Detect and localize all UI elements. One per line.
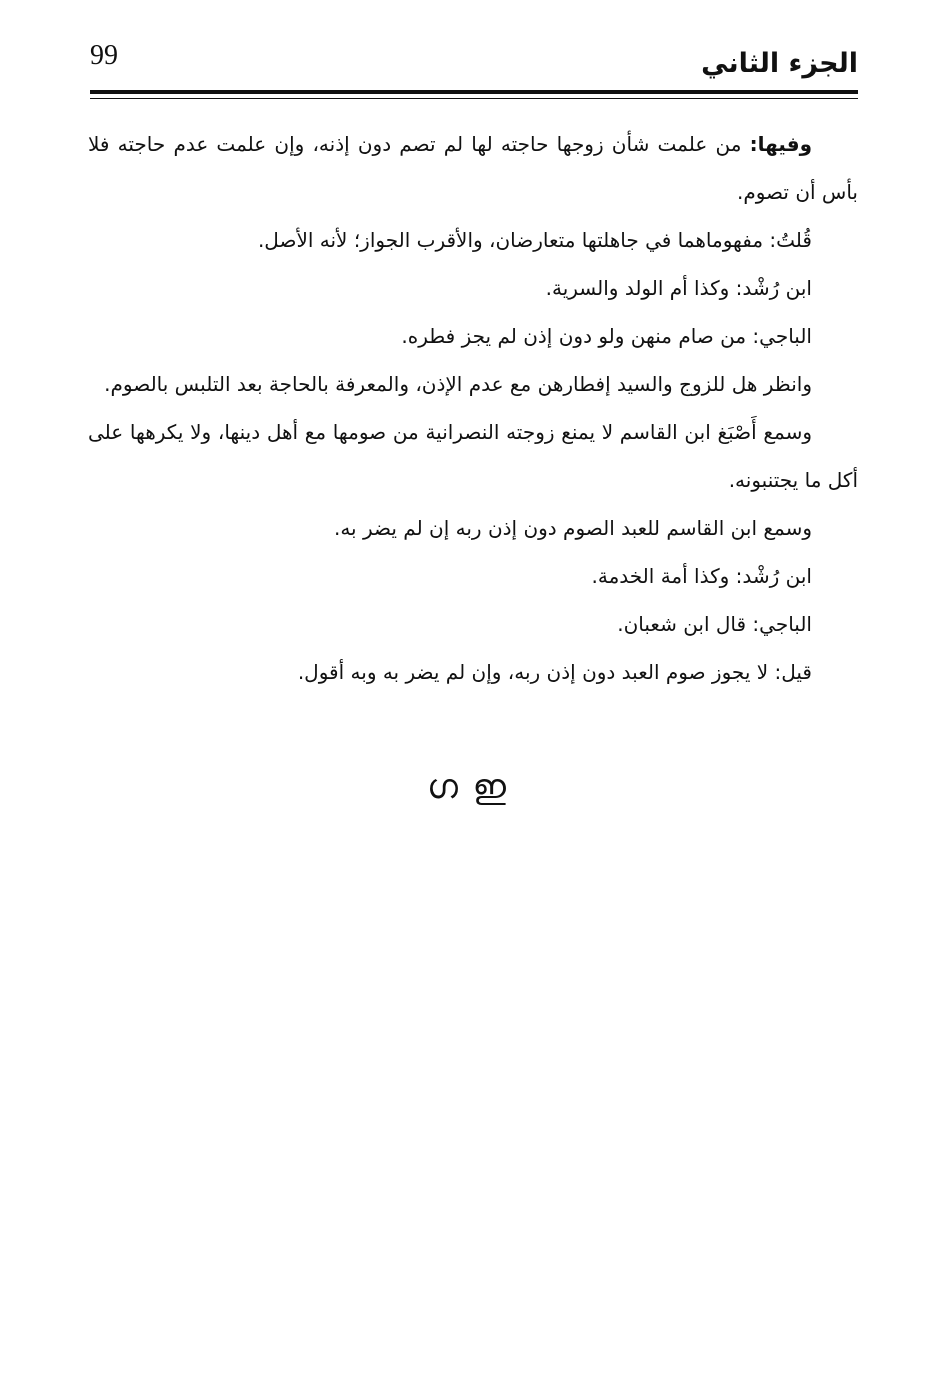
paragraph-text: قُلتُ: مفهوماهما في جاهلتها متعارضان، والأقرب الجواز؛ لأنه الأصل.	[257, 228, 812, 252]
header-rule-thick	[90, 90, 858, 94]
paragraph-text: ابن رُشْد: وكذا أم الولد والسرية.	[545, 276, 812, 300]
paragraph	[88, 312, 858, 360]
end-ornament: ഗ ഇ	[426, 767, 509, 807]
paragraph	[88, 120, 858, 216]
paragraph	[88, 360, 858, 408]
paragraph-text: الباجي: من صام منهن ولو دون إذن لم يجز فطره.	[401, 324, 812, 348]
paragraph	[88, 552, 858, 600]
text-block	[88, 120, 858, 696]
paragraph-text: وانظر هل للزوج والسيد إفطارهن مع عدم الإذن، والمعرفة بالحاجة بعد التلبس بالصوم.	[104, 372, 812, 396]
paragraph	[88, 648, 858, 696]
paragraph	[88, 600, 858, 648]
running-head: الجزء الثاني	[701, 48, 858, 79]
page-number: 99	[90, 40, 118, 71]
paragraph-lead: وفيها:	[749, 132, 812, 156]
header-rule-thin	[90, 98, 858, 99]
paragraph-text: ابن رُشْد: وكذا أمة الخدمة.	[591, 564, 812, 588]
paragraph-text: قيل: لا يجوز صوم العبد دون إذن ربه، وإن لم يضر به وبه أقول.	[297, 660, 812, 684]
paragraph	[88, 264, 858, 312]
paragraph-text: الباجي: قال ابن شعبان.	[617, 612, 812, 636]
paragraph	[88, 408, 858, 504]
paragraph	[88, 504, 858, 552]
paragraph	[88, 216, 858, 264]
paragraph-text: وسمع ابن القاسم للعبد الصوم دون إذن ربه إن لم يضر به.	[333, 516, 812, 540]
paragraph-text: من علمت شأن زوجها حاجته لها لم تصم دون إذنه، وإن علمت عدم حاجته فلا بأس أن تصوم.	[88, 132, 858, 204]
paragraph-text: وسمع أَصْبَغ ابن القاسم لا يمنع زوجته النصرانية من صومها مع أهل دينها، ولا يكرهها على أكل ما يجتنبونه.	[88, 420, 858, 492]
